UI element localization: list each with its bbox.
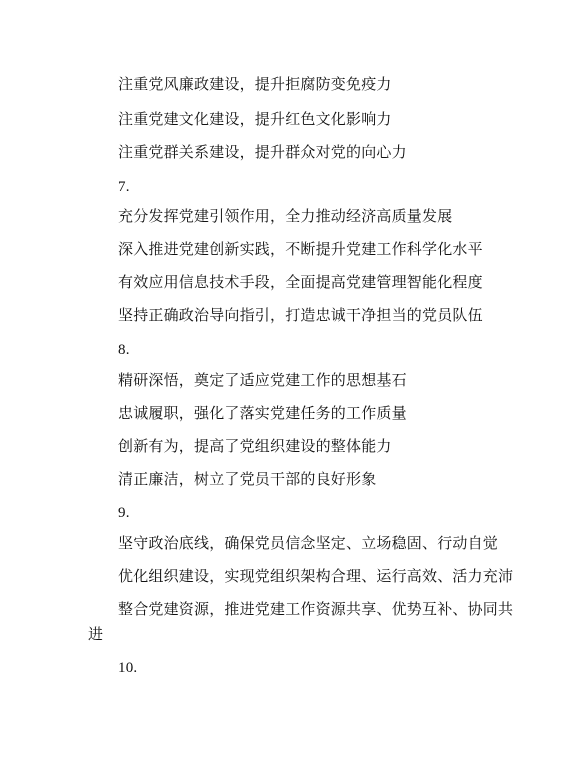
section-number: 8.	[118, 342, 130, 358]
text-line: 注重党建文化建设，提升红色文化影响力	[118, 110, 392, 128]
text-line: 深入推进党建创新实践，不断提升党建工作科学化水平	[118, 240, 483, 258]
text-line: 优化组织建设，实现党组织架构合理、运行高效、活力充沛	[118, 567, 514, 585]
text-line: 有效应用信息技术手段，全面提高党建管理智能化程度	[118, 273, 483, 291]
section-number: 9.	[118, 505, 130, 521]
section-number: 10.	[118, 660, 138, 676]
text-line: 创新有为，提高了党组织建设的整体能力	[118, 437, 392, 455]
text-line: 注重党风廉政建设，提升拒腐防变免疫力	[118, 75, 392, 93]
text-line-continuation: 进	[88, 625, 104, 643]
section-number: 7.	[118, 179, 130, 195]
text-line: 坚守政治底线，确保党员信念坚定、立场稳固、行动自觉	[118, 534, 499, 552]
text-line: 充分发挥党建引领作用，全力推动经济高质量发展	[118, 207, 453, 225]
text-line: 注重党群关系建设，提升群众对党的向心力	[118, 143, 407, 161]
text-line: 坚持正确政治导向指引，打造忠诚干净担当的党员队伍	[118, 306, 483, 324]
text-line: 精研深悟，奠定了适应党建工作的思想基石	[118, 371, 407, 389]
text-line: 清正廉洁，树立了党员干部的良好形象	[118, 470, 377, 488]
text-line: 整合党建资源，推进党建工作资源共享、优势互补、协同共	[118, 600, 514, 618]
text-line: 忠诚履职，强化了落实党建任务的工作质量	[118, 404, 407, 422]
